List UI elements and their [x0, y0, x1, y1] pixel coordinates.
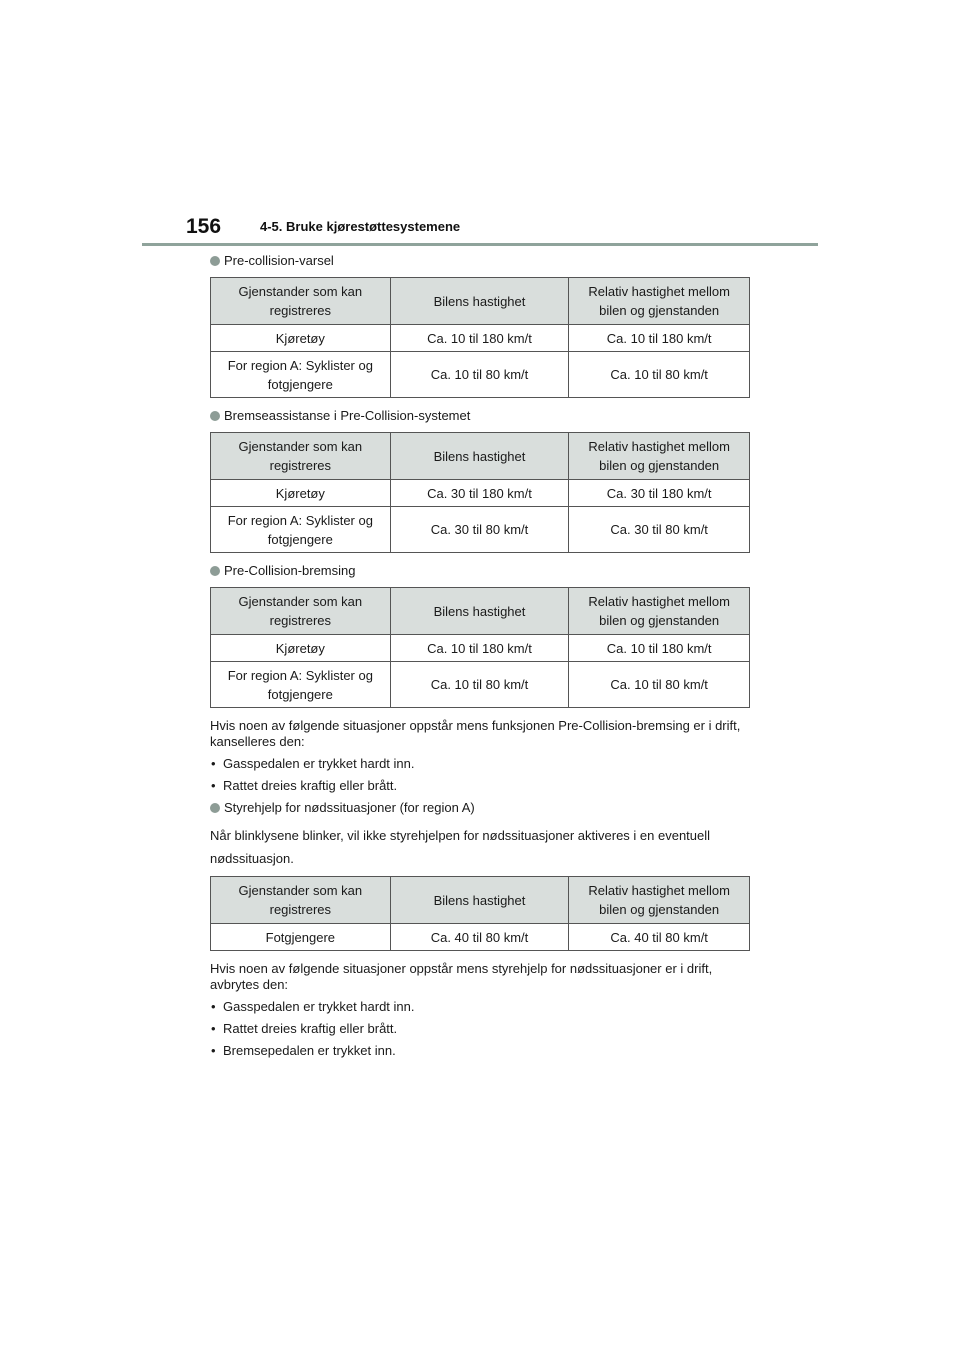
column-header-objects: Gjenstander som kan registreres — [211, 877, 391, 924]
speed-table-brake-assist — [210, 432, 750, 553]
column-header-vehicle-speed: Bilens hastighet — [390, 877, 569, 924]
column-header-vehicle-speed: Bilens hastighet — [390, 433, 569, 480]
table-cell: Ca. 10 til 180 km/t — [569, 325, 750, 352]
bullet-circle-icon — [210, 803, 220, 813]
column-header-relative-speed: Relativ hastighet mellom bilen og gjenstanden — [569, 877, 750, 924]
table-cell: Ca. 30 til 80 km/t — [390, 507, 569, 553]
table-row — [211, 635, 750, 662]
table-cell: Ca. 10 til 180 km/t — [390, 325, 569, 352]
section-heading-text: Bremseassistanse i Pre-Collision-systemet — [224, 408, 471, 423]
column-header-relative-speed: Relativ hastighet mellom bilen og gjenstanden — [569, 588, 750, 635]
table-cell: Ca. 40 til 80 km/t — [569, 924, 750, 951]
braking-cancel-intro: Hvis noen av følgende situasjoner oppstår mens funksjonen Pre-Collision-bremsing er i drift, kanselleres den: — [210, 718, 741, 749]
speed-table-pre-collision-warning — [210, 277, 750, 398]
table-row — [211, 352, 750, 398]
column-header-objects: Gjenstander som kan registreres — [211, 278, 391, 325]
table-cell: Kjøretøy — [211, 635, 391, 662]
column-header-objects: Gjenstander som kan registreres — [211, 433, 391, 480]
column-header-relative-speed: Relativ hastighet mellom bilen og gjenstanden — [569, 433, 750, 480]
table-cell: For region A: Syklister og fotgjengere — [211, 662, 391, 708]
section-heading-pre-collision-warning — [210, 253, 750, 269]
table-cell: For region A: Syklister og fotgjengere — [211, 507, 391, 553]
table-cell: Ca. 10 til 80 km/t — [569, 662, 750, 708]
steering-cancel-intro: Hvis noen av følgende situasjoner oppstår mens styrehjelp for nødssituasjoner er i drift, avbrytes den: — [210, 961, 713, 992]
section-title: 4-5. Bruke kjørestøttesystemene — [260, 219, 461, 234]
section-heading-emergency-steering — [210, 800, 750, 816]
steering-note: Når blinklysene blinker, vil ikke styrehjelpen for nødssituasjoner aktiveres i en eventuell nødssituasjon. — [210, 828, 711, 866]
table-cell: Ca. 10 til 80 km/t — [390, 662, 569, 708]
bullet-circle-icon — [210, 411, 220, 421]
header-divider — [142, 243, 818, 246]
table-row — [211, 662, 750, 708]
bullet-circle-icon — [210, 566, 220, 576]
section-heading-text: Styrehjelp for nødssituasjoner (for region A) — [224, 800, 475, 815]
table-cell: Fotgjengere — [211, 924, 391, 951]
speed-table-pre-collision-braking — [210, 587, 750, 708]
table-cell: Ca. 40 til 80 km/t — [390, 924, 569, 951]
table-row — [211, 507, 750, 553]
table-cell: Ca. 10 til 180 km/t — [390, 635, 569, 662]
table-cell: Ca. 10 til 80 km/t — [569, 352, 750, 398]
table-cell: Ca. 30 til 80 km/t — [569, 507, 750, 553]
table-row — [211, 480, 750, 507]
list-item: • Gasspedalen er trykket hardt inn. — [210, 999, 750, 1015]
list-item: • Rattet dreies kraftig eller brått. — [210, 778, 750, 794]
section-heading-brake-assist — [210, 408, 750, 424]
section-heading-text: Pre-collision-varsel — [224, 253, 334, 268]
section-heading-text: Pre-Collision-bremsing — [224, 563, 356, 578]
column-header-vehicle-speed: Bilens hastighet — [390, 278, 569, 325]
section-heading-pre-collision-braking — [210, 563, 750, 579]
table-cell: Ca. 10 til 80 km/t — [390, 352, 569, 398]
table-cell: Kjøretøy — [211, 325, 391, 352]
page-content — [210, 253, 750, 1065]
table-row — [211, 325, 750, 352]
table-cell: Ca. 30 til 180 km/t — [390, 480, 569, 507]
column-header-vehicle-speed: Bilens hastighet — [390, 588, 569, 635]
table-cell: For region A: Syklister og fotgjengere — [211, 352, 391, 398]
table-cell: Ca. 10 til 180 km/t — [569, 635, 750, 662]
page-number: 156 — [186, 215, 222, 238]
list-item: • Rattet dreies kraftig eller brått. — [210, 1021, 750, 1037]
list-item: • Bremsepedalen er trykket inn. — [210, 1043, 750, 1059]
table-row — [211, 924, 750, 951]
column-header-objects: Gjenstander som kan registreres — [211, 588, 391, 635]
list-item: • Gasspedalen er trykket hardt inn. — [210, 756, 750, 772]
table-cell: Kjøretøy — [211, 480, 391, 507]
column-header-relative-speed: Relativ hastighet mellom bilen og gjenstanden — [569, 278, 750, 325]
bullet-circle-icon — [210, 256, 220, 266]
speed-table-emergency-steering — [210, 876, 750, 951]
table-cell: Ca. 30 til 180 km/t — [569, 480, 750, 507]
